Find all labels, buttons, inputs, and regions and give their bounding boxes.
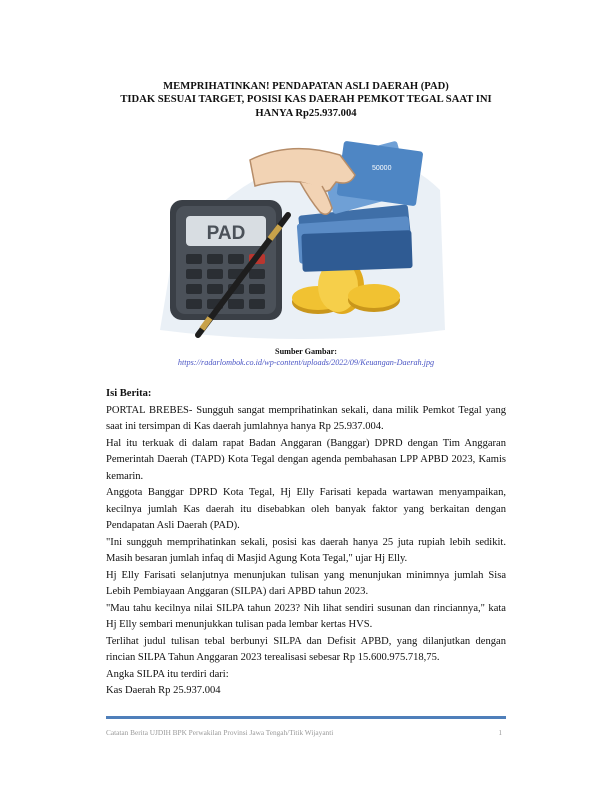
paragraph: Angka SILPA itu terdiri dari: (106, 668, 229, 680)
paragraph: "Mau tahu kecilnya nilai SILPA tahun 2023? Nih lihat sendiri susunan dan rinciannya," kata Hj Elly sembari menunjukkan tulisan pada lembar kertas HVS. (106, 602, 506, 630)
calculator-label: PAD (206, 223, 246, 244)
paragraph: Terlihat judul tulisan tebal berbunyi SILPA dan Defisit APBD, yang dilanjutkan dengan rincian SILPA Tahun Anggaran 2023 terealisasi sebesar Rp 15.600.975.718,75. (106, 635, 506, 663)
title-line-3: HANYA Rp25.937.004 (255, 107, 357, 119)
article-title (100, 80, 512, 120)
title-line-2: TIDAK SESUAI TARGET, POSISI KAS DAERAH PEMKOT TEGAL SAAT INI (120, 94, 492, 106)
paragraph: Anggota Banggar DPRD Kota Tegal, Hj Elly Farisati kepada wartawan menyampaikan, kecilnya jumlah Kas daerah itu disebabkan oleh banyak faktor yang berkaitan dengan Pendapatan Asli Daerah (PAD). (106, 487, 506, 531)
page-number: 1 (498, 728, 502, 737)
body-heading: Isi Berita: (106, 388, 152, 399)
caption-label: Sumber Gambar: (275, 347, 337, 356)
paragraph: Hal itu terkuak di dalam rapat Badan Anggaran (Banggar) DPRD dengan Tim Anggaran Pemerintah Daerah (TAPD) Kota Tegal dengan agenda pembahasan LPP APBD 2023, Kamis kemarin. (106, 437, 506, 482)
title-line-1: MEMPRIHATINKAN! PENDAPATAN ASLI DAERAH (PAD) (163, 81, 449, 92)
article-body (106, 386, 506, 700)
paragraph: "Ini sungguh memprihatinkan sekali, posisi kas daerah hanya 25 juta rupiah lebih sedikit. Masih besaran jumlah infaq di Masjid Agung Kota Tegal," ujar Hj Elly. (106, 536, 506, 564)
page-footer (106, 728, 506, 737)
footer-divider (106, 716, 506, 719)
pad-finance-illustration (150, 120, 450, 344)
paragraph: Hj Elly Farisati selanjutnya menunjukan tulisan yang menunjukan minimnya jumlah Sisa Lebih Pembiayaan Anggaran (SILPA) dari APBD tahun 2023. (106, 569, 506, 597)
banknote-value: 50000 (372, 165, 392, 172)
paragraph: Kas Daerah Rp 25.937.004 (106, 685, 221, 696)
footer-text: Catatan Berita UJDIH BPK Perwakilan Provinsi Jawa Tengah/Titik Wijayanti (106, 728, 334, 737)
paragraph: PORTAL BREBES- Sungguh sangat memprihatinkan sekali, dana milik Pemkot Tegal yang saat ini tersimpan di Kas daerah jumlahnya hanya Rp 25.937.004. (106, 404, 506, 432)
image-caption (100, 347, 512, 368)
caption-source-link[interactable]: https://radarlombok.co.id/wp-content/uploads/2022/09/Keuangan-Daerah.jpg (177, 357, 435, 367)
